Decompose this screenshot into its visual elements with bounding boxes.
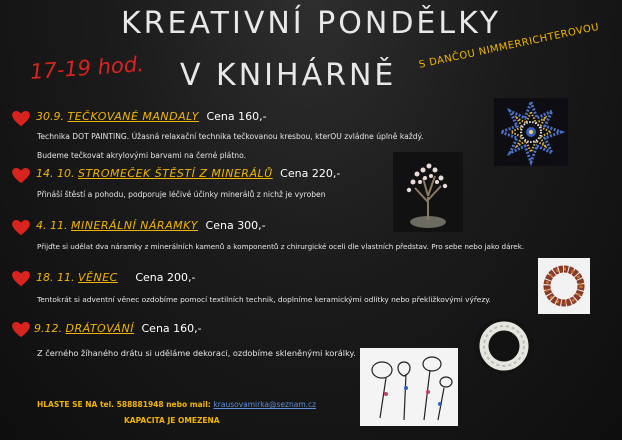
event-description: Přijďte si udělat dva náramky z minerálních kamenů a komponentů z chirurgické oceli dle vlastních představ. Pro sebe nebo jako dárek. xyxy=(37,242,525,251)
event-title xyxy=(34,322,202,335)
event-date: 9.12. xyxy=(34,322,62,335)
event-price: Cena 220,- xyxy=(280,167,341,180)
event-name: STROMEČEK ŠTĚSTÍ Z MINERÁLŮ xyxy=(77,167,273,180)
heart-icon xyxy=(12,220,30,236)
email-link[interactable]: krausovamirka@seznam.cz xyxy=(213,400,317,409)
mineral-tree-image xyxy=(393,152,463,232)
event-name: MINERÁLNÍ NÁRAMKY xyxy=(71,219,199,232)
heart-icon xyxy=(12,111,30,127)
poster-title-line2: V KNIHÁRNĚ xyxy=(180,58,397,93)
capacity-note: KAPACITA JE OMEZENA xyxy=(124,416,220,425)
contact-prefix: HLASTE SE NA tel. 588881948 nebo mail: xyxy=(37,400,211,409)
event-price: Cena 160,- xyxy=(141,322,202,335)
event-date: 4. 11. xyxy=(36,219,68,232)
event-description: Technika DOT PAINTING. Úžasná relaxační technika tečkovanou kresbou, kterOU zvládne úplně každý. xyxy=(37,132,424,141)
event-title xyxy=(36,219,266,232)
wire-decoration-image xyxy=(360,348,458,426)
heart-icon xyxy=(12,322,30,338)
event-date: 18. 11. xyxy=(36,271,75,284)
poster-title-line1: KREATIVNÍ PONDĚLKY xyxy=(120,6,502,41)
event-price: Cena 160,- xyxy=(206,110,267,123)
event-price: Cena 200,- xyxy=(135,271,196,284)
event-description: Tentokrát si adventní věnec ozdobíme pomocí textilních technik, doplníme keramickými odlitky nebo překližkovými výřezy. xyxy=(37,295,491,304)
event-title xyxy=(36,110,267,123)
event-name: DRÁTOVÁNÍ xyxy=(65,322,134,335)
event-description: Budeme tečkovat akrylovými barvami na černé plátno. xyxy=(37,151,247,160)
event-description: Přináší štěstí a pohodu, podporuje léčivé účinky minerálů z nichž je vyroben xyxy=(37,190,326,199)
heart-icon xyxy=(12,271,30,287)
event-description: Z černého žíhaného drátu si uděláme dekoraci, ozdobíme skleněnými korálky. xyxy=(37,348,356,358)
hours-label: 17-19 hod. xyxy=(29,52,145,84)
event-title xyxy=(36,167,340,180)
mandala-image xyxy=(494,98,568,166)
event-title xyxy=(36,271,195,284)
instructor-subtitle: S DANČOU NIMMERRICHTEROVOU xyxy=(418,21,601,71)
event-name: VĚNEC xyxy=(77,271,118,284)
event-date: 30.9. xyxy=(36,110,64,123)
event-price: Cena 300,- xyxy=(205,219,266,232)
heart-icon xyxy=(12,168,30,184)
wreath-image xyxy=(474,318,534,374)
contact-line xyxy=(37,400,316,409)
bracelet-image xyxy=(538,258,590,314)
event-name: TEČKOVANÉ MANDALY xyxy=(67,110,199,123)
event-date: 14. 10. xyxy=(36,167,75,180)
